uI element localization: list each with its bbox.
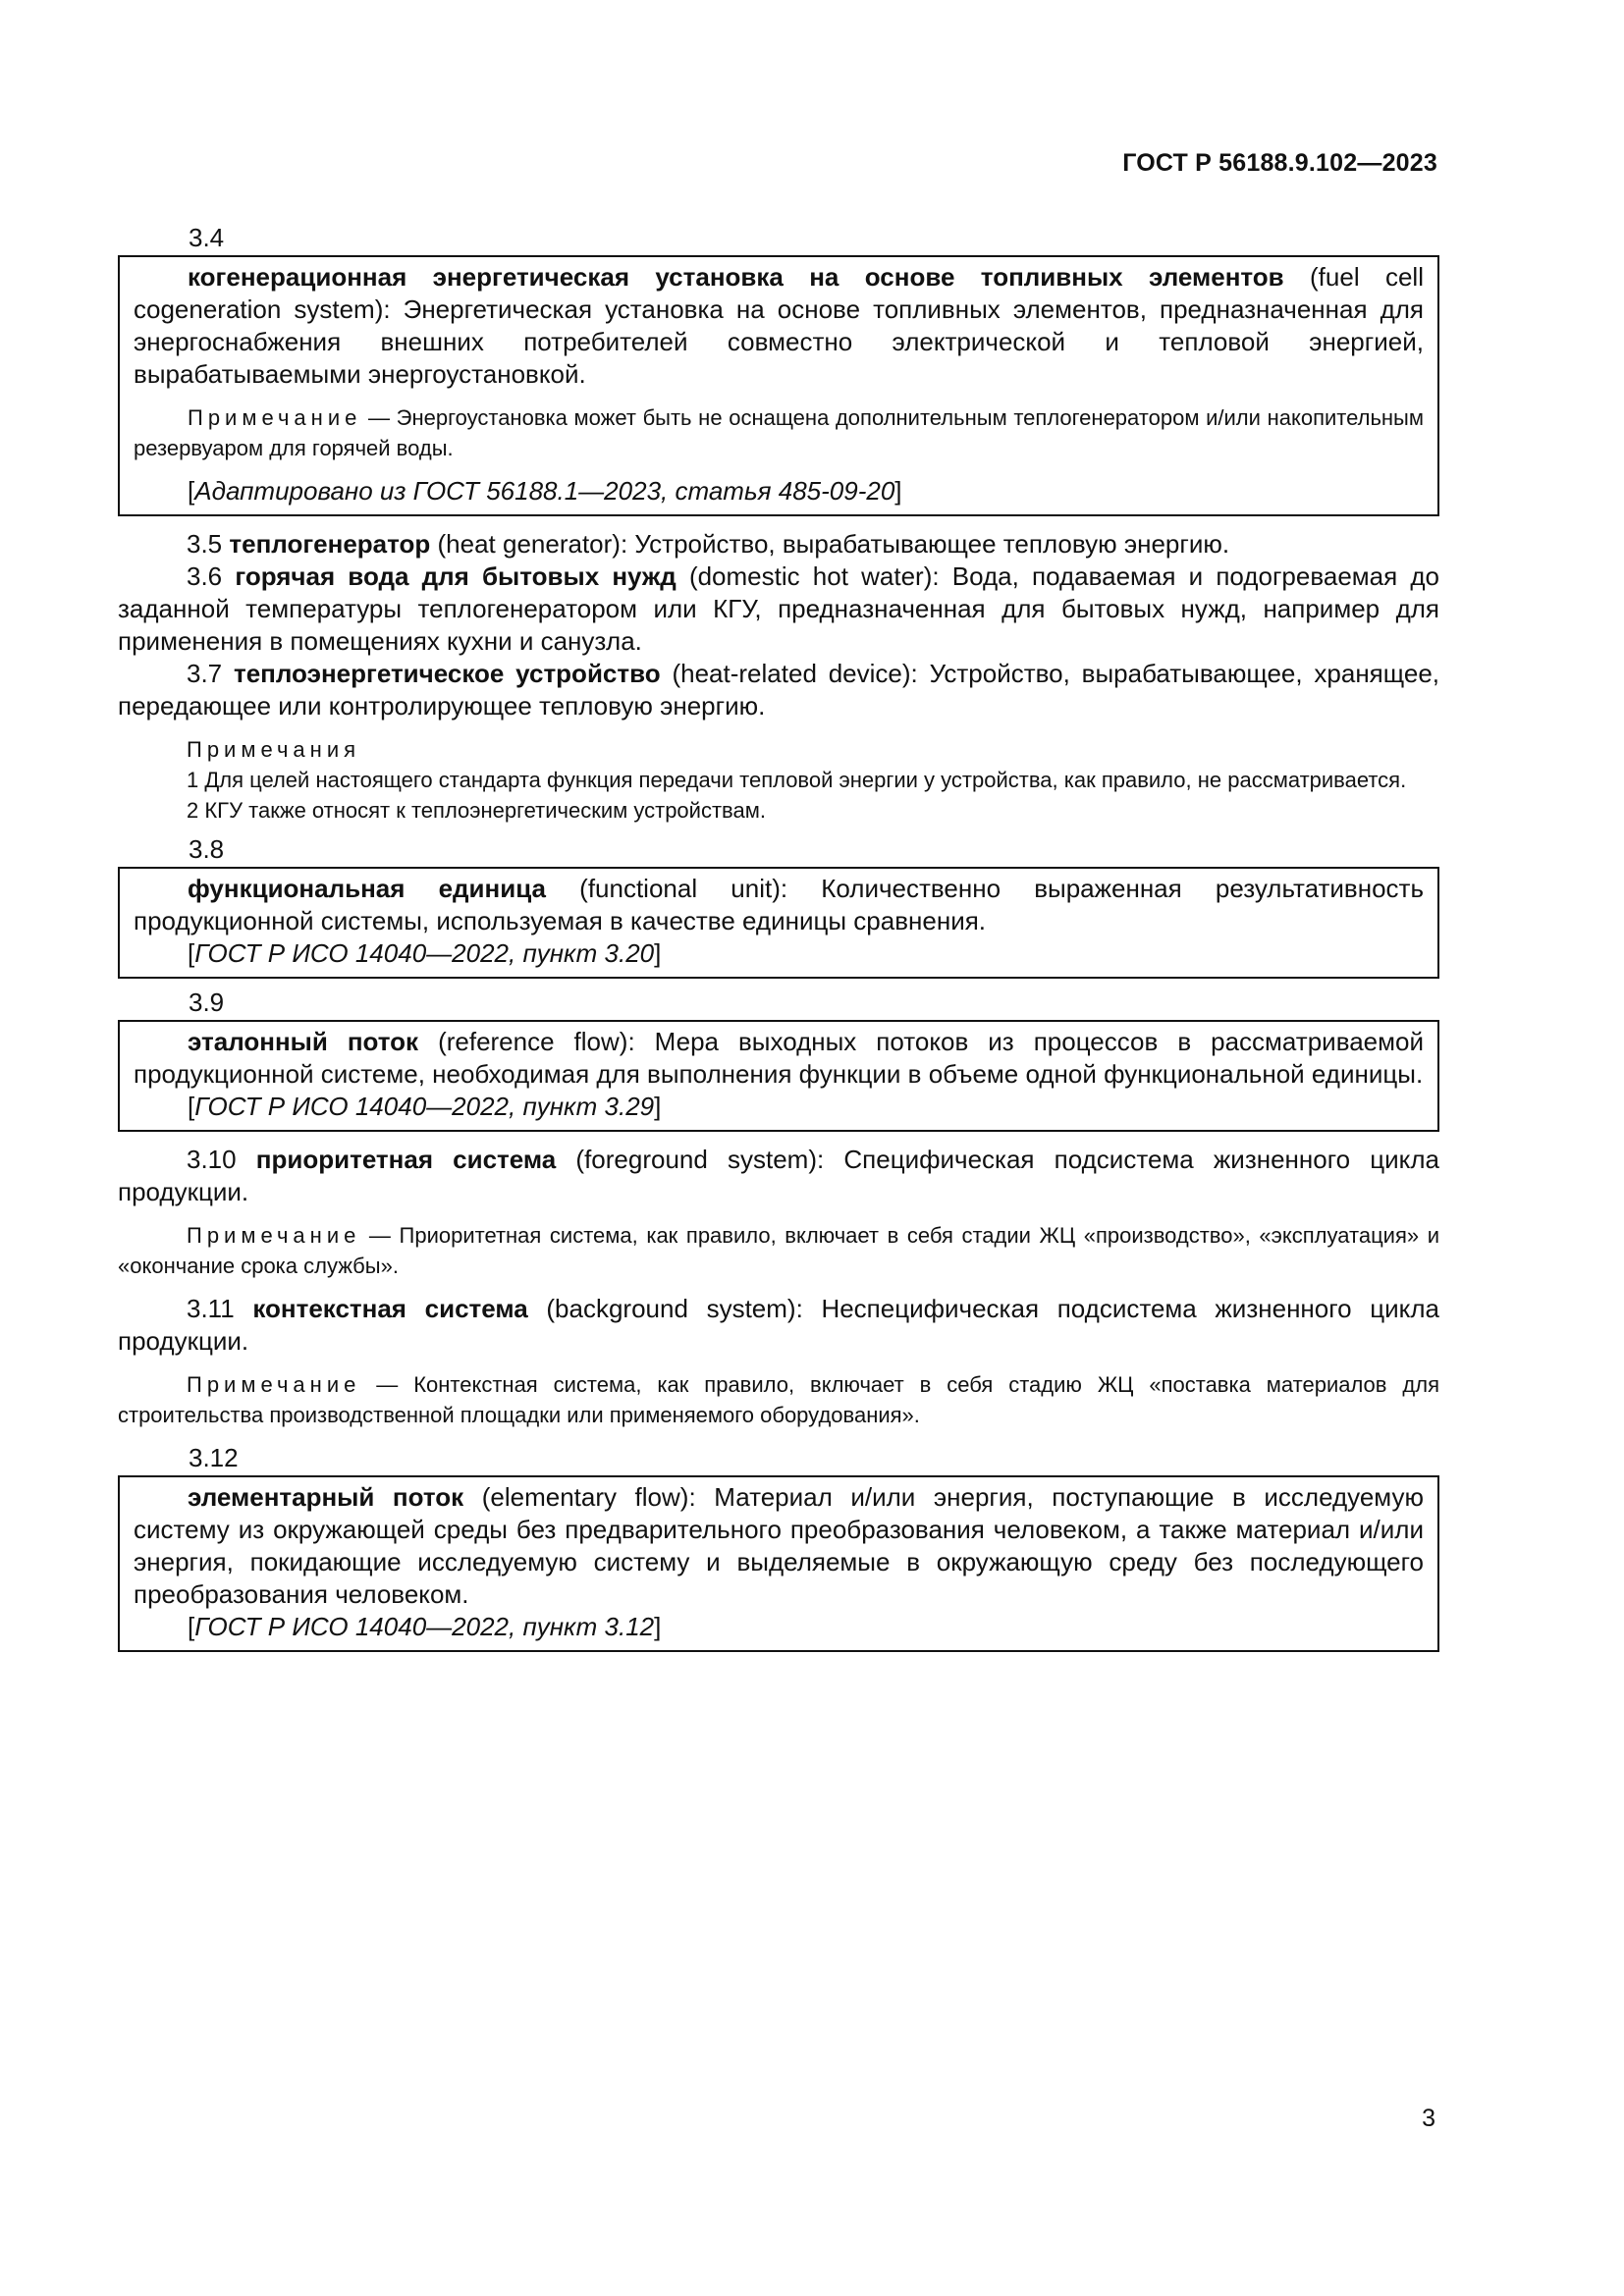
definition-text-3-12: (elementary flow): Материал и/или энергия, поступающие в исследуемую систему из окружающей среды без предварительного преобразования человеком, а также материал и/или энергия, покидающие исследуемую систему и выделяемые в окружающую среду без последующего преобразования человеком. <box>134 1482 1424 1609</box>
reference-text-3-8: ГОСТ Р ИСО 14040—2022, пункт 3.20 <box>194 938 655 968</box>
term-3-9: эталонный поток <box>188 1027 419 1056</box>
reference-text-3-9: ГОСТ Р ИСО 14040—2022, пункт 3.29 <box>194 1092 655 1121</box>
definition-3-5 <box>118 528 1439 561</box>
definition-text-3-6: (domestic hot water): Вода, подаваемая и подогреваемая до заданной температуры теплогенератором или КГУ, предназначенная для бытовых нужд, например для применения в помещениях кухни и санузла. <box>118 561 1439 656</box>
note-label-3-11: Примечание <box>187 1372 361 1397</box>
note-3-4 <box>134 402 1424 463</box>
definition-3-8 <box>134 873 1424 937</box>
term-3-10: приоритетная система <box>255 1145 557 1174</box>
term-3-11: контекстная система <box>252 1294 528 1323</box>
ref-open-3-8: [ <box>188 938 195 968</box>
term-3-6: горячая вода для бытовых нужд <box>235 561 677 591</box>
term-3-5: теплогенератор <box>229 529 431 559</box>
definition-3-6 <box>118 561 1439 658</box>
note-label-3-4: Примечание <box>188 405 362 430</box>
section-number-3-8: 3.8 <box>189 834 225 864</box>
note-text-3-11: — Контекстная система, как правило, включает в себя стадию ЖЦ «поставка материалов для строительства производственной площадки или применяемого оборудования». <box>118 1372 1439 1427</box>
note-label-3-10: Примечание <box>187 1223 361 1248</box>
document-body <box>118 222 1439 1652</box>
definition-text-3-8: (functional unit): Количественно выраженная результативность продукционной системы, используемая в качестве единицы сравнения. <box>134 874 1424 935</box>
definition-box-3-8 <box>118 867 1439 979</box>
page-number: 3 <box>1422 2105 1435 2132</box>
definition-text-3-7: (heat-related device): Устройство, вырабатывающее, хранящее, передающее или контролирующее тепловую энергию. <box>118 659 1440 721</box>
reference-text-3-4: Адаптировано из ГОСТ 56188.1—2023, статья 485-09-20 <box>194 476 895 506</box>
ref-close-3-12: ] <box>654 1612 662 1641</box>
ref-close-3-4: ] <box>894 476 902 506</box>
definition-box-3-12 <box>118 1475 1439 1652</box>
definition-3-7 <box>118 658 1439 722</box>
definition-3-11 <box>118 1293 1439 1358</box>
definition-text-3-10: (foreground system): Специфическая подсистема жизненного цикла продукции. <box>118 1145 1439 1206</box>
note-text-3-10: — Приоритетная система, как правило, включает в себя стадии ЖЦ «производство», «эксплуатация» и «окончание срока службы». <box>118 1223 1439 1278</box>
ref-close-3-8: ] <box>654 938 662 968</box>
reference-3-12 <box>134 1611 1424 1643</box>
ref-open-3-4: [ <box>188 476 195 506</box>
section-number-3-4: 3.4 <box>189 223 225 252</box>
definition-3-12 <box>134 1481 1424 1611</box>
definition-3-4 <box>134 261 1424 391</box>
section-number-3-7: 3.7 <box>187 659 234 688</box>
section-number-3-9: 3.9 <box>189 988 225 1017</box>
section-number-3-10: 3.10 <box>187 1145 256 1174</box>
section-number-3-6: 3.6 <box>187 561 236 591</box>
definition-text-3-11: (background system): Неспецифическая подсистема жизненного цикла продукции. <box>118 1294 1439 1356</box>
note-text-3-4: — Энергоустановка может быть не оснащена дополнительным теплогенератором и/или накопительным резервуаром для горячей воды. <box>134 405 1424 460</box>
definition-3-9 <box>134 1026 1424 1091</box>
reference-3-4 <box>134 475 1424 507</box>
definition-box-3-9 <box>118 1020 1439 1132</box>
definition-box-3-4 <box>118 255 1439 516</box>
term-3-7: теплоэнергетическое устройство <box>233 659 661 688</box>
term-3-12: элементарный поток <box>188 1482 464 1512</box>
note-1-3-7: 1 Для целей настоящего стандарта функция передачи тепловой энергии у устройства, как правило, не рассматривается. <box>187 768 1407 792</box>
ref-open-3-12: [ <box>188 1612 195 1641</box>
definition-text-3-9: (reference flow): Мера выходных потоков из процессов в рассматриваемой продукционной системе, необходимая для выполнения функции в объеме одной функциональной единицы. <box>134 1027 1424 1089</box>
term-3-4: когенерационная энергетическая установка на основе топливных элементов <box>188 262 1284 292</box>
section-number-3-12: 3.12 <box>189 1443 239 1472</box>
ref-close-3-9: ] <box>654 1092 662 1121</box>
definition-3-10 <box>118 1144 1439 1208</box>
reference-text-3-12: ГОСТ Р ИСО 14040—2022, пункт 3.12 <box>194 1612 655 1641</box>
document-header: ГОСТ Р 56188.9.102—2023 <box>1122 149 1437 177</box>
notes-label-3-7: Примечания <box>187 737 361 762</box>
definition-text-3-5: (heat generator): Устройство, вырабатывающее тепловую энергию. <box>430 529 1230 559</box>
note-3-11 <box>118 1369 1439 1430</box>
definition-text-3-4: (fuel cell cogeneration system): Энергетическая установка на основе топливных элементов, предназначенная для энергоснабжения внешних потребителей совместно электрической и тепловой энергией, вырабатываемыми энергоустановкой. <box>134 262 1424 389</box>
section-number-3-5: 3.5 <box>187 529 230 559</box>
section-number-3-11: 3.11 <box>187 1294 253 1323</box>
note-3-10 <box>118 1220 1439 1281</box>
ref-open-3-9: [ <box>188 1092 195 1121</box>
reference-3-8 <box>134 937 1424 970</box>
note-2-3-7: 2 КГУ также относят к теплоэнергетическим устройствам. <box>187 798 766 823</box>
term-3-8: функциональная единица <box>188 874 546 903</box>
reference-3-9 <box>134 1091 1424 1123</box>
